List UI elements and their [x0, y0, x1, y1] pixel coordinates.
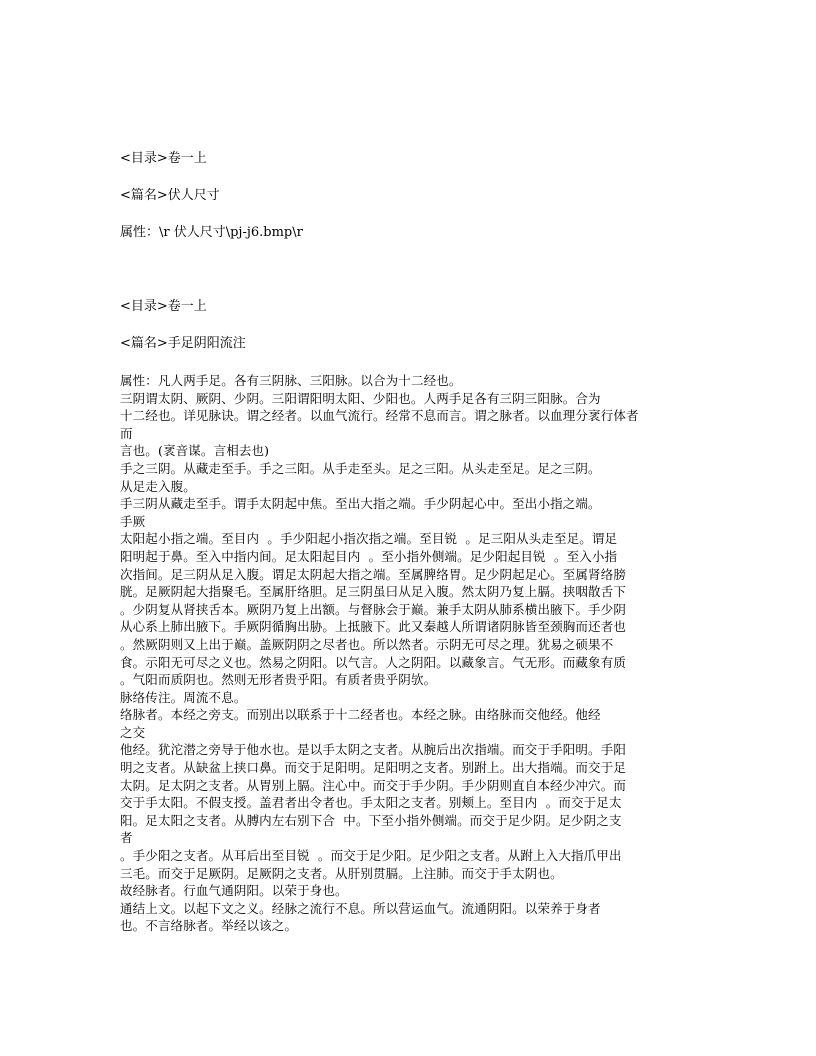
body-line: 三阴谓太阴、厥阴、少阴。三阳谓阳明太阳、少阳也。人两手足各有三阴三阳脉。合为: [120, 390, 601, 406]
body-line: 阳明起于鼻。至入中指内间。足太阳起目内 。至小指外侧端。足少阳起目锐 。至入小指: [120, 548, 618, 564]
body-line: 也。不言络脉者。举经以该之。: [120, 918, 298, 934]
body-line: 十二经也。详见脉诀。谓之经者。以血气流行。经常不息而言。谓之脉者。以血理分衺行体者: [120, 408, 639, 424]
chapter-body: [120, 372, 700, 935]
attribute-line-1: 属性：\r 伏人尺寸\pj-j6.bmp\r: [120, 225, 303, 240]
body-line: 次指间。足三阴从足入腹。谓足太阴起大指之端。至属脾络胃。足少阴起足心。至属肾络膀: [120, 566, 627, 582]
body-line: 阳。足太阳之支者。从膊内左右别下合 中。下至小指外侧端。而交于足少阴。足少阴之支: [120, 812, 622, 828]
body-line: 他经。犹沱潜之旁导于他水也。是以手太阴之支者。从腕后出次指端。而交于手阳明。手阳: [120, 742, 627, 758]
body-line: 。手少阳之支者。从耳后出至目锐 。而交于足少阳。足少阳之支者。从跗上入大指爪甲出: [120, 848, 622, 864]
body-line: 明之支者。从缺盆上挟口鼻。而交于足阳明。足阳明之支者。别跗上。出大指端。而交于足: [120, 760, 627, 776]
body-line: 故经脉者。行血气通阴阳。以荣于身也。: [120, 883, 348, 899]
body-line: 胱。足厥阴起大指聚毛。至属肝络胆。足三阴虽曰从足入腹。然太阴乃复上膈。挟咽散舌下: [120, 584, 627, 600]
body-line: 手厥: [120, 513, 146, 529]
body-line: 言也。(衺音谋。言相去也): [120, 443, 270, 459]
body-line: 络脉者。本经之旁支。而别出以联系于十二经者也。本经之脉。由络脉而交他经。他经: [120, 707, 601, 723]
chapter-title-1: <篇名>伏人尺寸: [120, 188, 220, 203]
body-line: 三毛。而交于足厥阴。足厥阴之支者。从肝别贯膈。上注肺。而交于手太阴也。: [120, 865, 563, 881]
body-line: 。气阳而质阴也。然则无形者贵乎阳。有质者贵乎阴欤。: [120, 672, 437, 688]
body-line: 而: [120, 425, 133, 441]
body-line: 太阴。足太阴之支者。从胃别上膈。注心中。而交于手少阴。手少阴则直自本经少冲穴。而: [120, 777, 627, 793]
catalog-line-1: <目录>卷一上: [120, 151, 207, 166]
body-line: 通结上文。以起下文之义。经脉之流行不息。所以营运血气。流通阴阳。以荣养于身者: [120, 900, 601, 916]
body-line: 手之三阴。从藏走至手。手之三阳。从手走至头。足之三阳。从头走至足。足之三阴。: [120, 460, 601, 476]
chapter-title-2: <篇名>手足阴阳流注: [120, 336, 246, 351]
catalog-line-2: <目录>卷一上: [120, 299, 207, 314]
body-line: 。少阴复从肾挟舌本。厥阴乃复上出额。与督脉会于巅。兼手太阴从肺系横出腋下。手少阴: [120, 601, 627, 617]
body-line: 手三阴从藏走至手。谓手太阴起中焦。至出大指之端。手少阴起心中。至出小指之端。: [120, 496, 601, 512]
body-line: 交于手太阳。不假支授。盖君者出令者也。手太阳之支者。别颊上。至目内 。而交于足太: [120, 795, 622, 811]
body-line: 属性：凡人两手足。各有三阴脉、三阳脉。以合为十二经也。: [120, 373, 462, 388]
body-line: 脉络传注。周流不息。: [120, 689, 247, 705]
body-line: 之交: [120, 724, 146, 740]
body-line: 从足走入腹。: [120, 478, 196, 494]
body-line: 。然厥阴则又上出于巅。盖厥阴阴之尽者也。所以然者。示阴无可尽之理。犹易之硕果不: [120, 636, 614, 652]
body-line: 食。示阳无可尽之义也。然易之阴阳。以气言。人之阴阳。以藏象言。气无形。而藏象有质: [120, 654, 627, 670]
body-line: 太阳起小指之端。至目内 。手少阳起小指次指之端。至目锐 。足三阳从头走至足。谓足: [120, 531, 618, 547]
document-page: [120, 150, 700, 935]
body-line: 者: [120, 830, 133, 846]
body-line: 从心系上肺出腋下。手厥阴循胸出胁。上抵腋下。此又秦越人所谓诸阴脉皆至颈胸而还者也: [120, 619, 627, 635]
